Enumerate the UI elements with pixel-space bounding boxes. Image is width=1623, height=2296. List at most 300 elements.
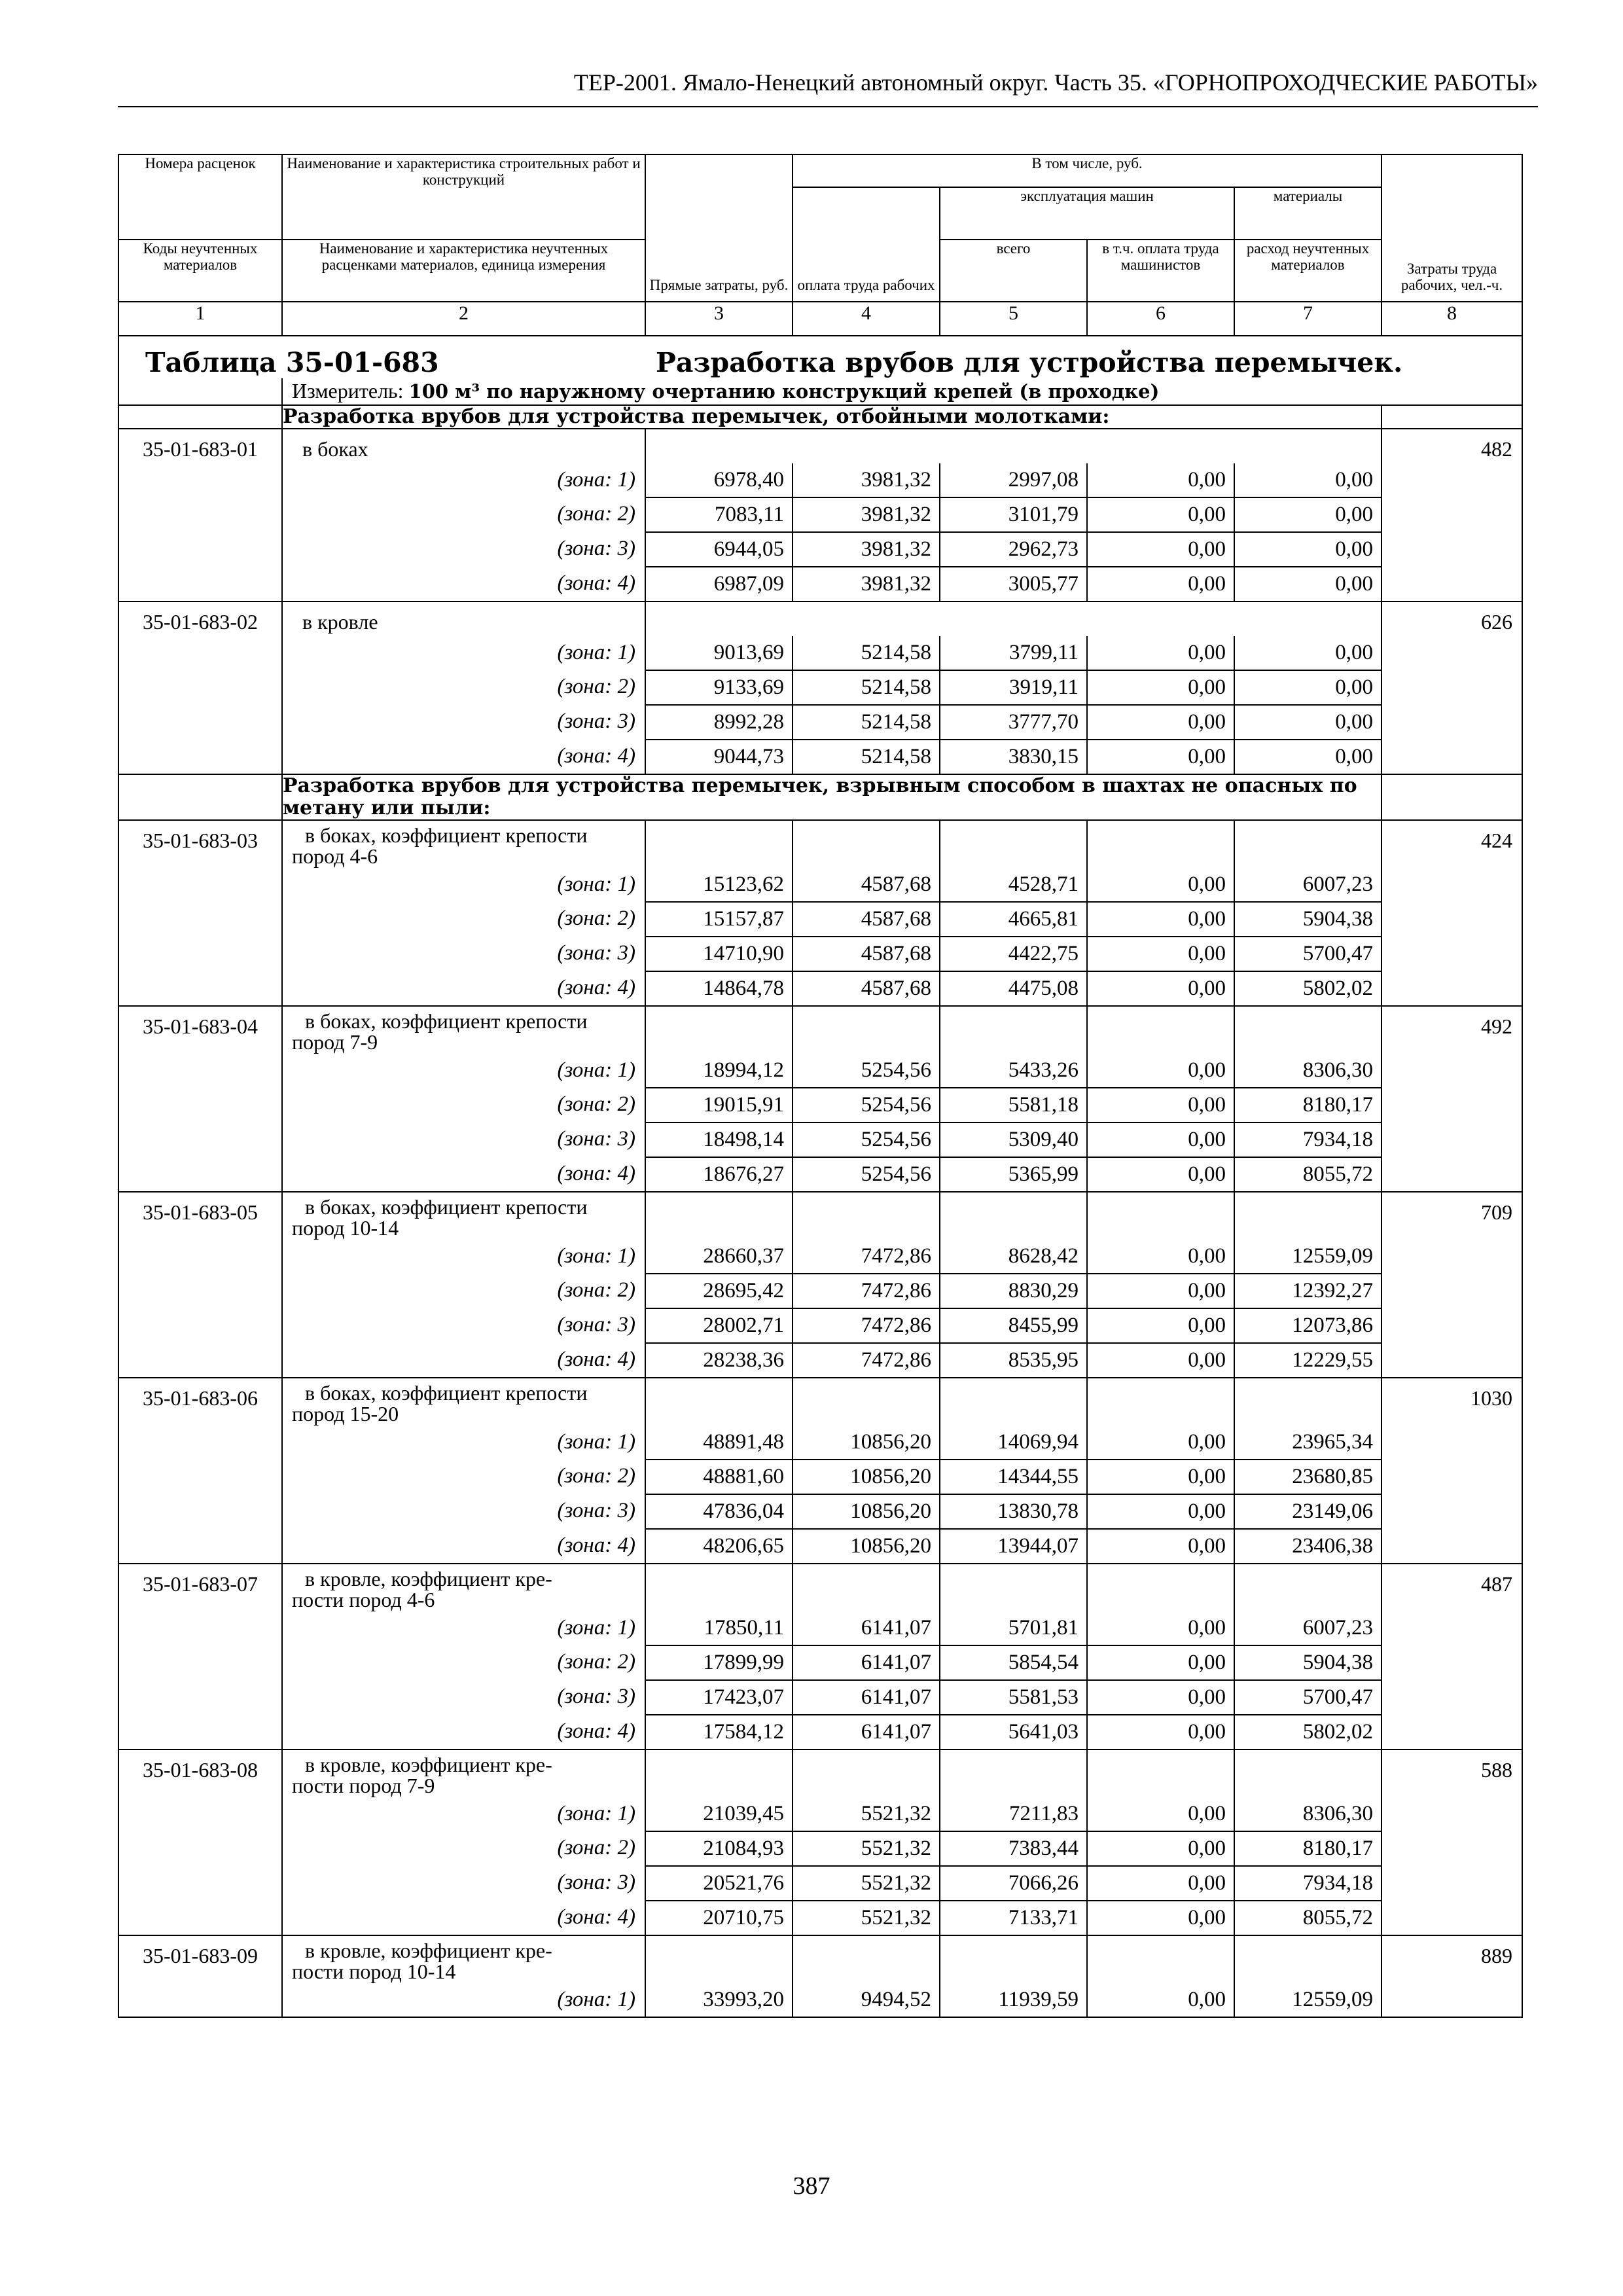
- rate-code: 35-01-683-01: [118, 429, 282, 601]
- header-machines: эксплуатация машин: [940, 187, 1234, 240]
- zone-value: 23965,34: [1234, 1426, 1382, 1460]
- zone-label: (зона: 2): [282, 902, 645, 937]
- zone-value: 0,00: [1087, 1460, 1234, 1494]
- zone-value: 5214,58: [793, 705, 940, 740]
- zone-value: 7211,83: [940, 1797, 1087, 1831]
- zone-value: 20710,75: [645, 1901, 793, 1935]
- labor-cost: 492: [1382, 1006, 1522, 1192]
- zone-value: 3830,15: [940, 740, 1087, 774]
- header-col1-bottom: Коды неучтенных материалов: [118, 240, 282, 302]
- zone-value: 3981,32: [793, 567, 940, 601]
- zone-label: (зона: 4): [282, 1157, 645, 1192]
- rate-name-line2: пород 10-14: [292, 1216, 399, 1240]
- zone-value: 0,00: [1087, 937, 1234, 971]
- zone-value: 12559,09: [1234, 1240, 1382, 1274]
- zone-label: (зона: 4): [282, 971, 645, 1006]
- zone-row: [118, 1866, 1522, 1901]
- zone-label: (зона: 1): [282, 1983, 645, 2017]
- zone-label: (зона: 2): [282, 1274, 645, 1308]
- zone-value: 13830,78: [940, 1494, 1087, 1529]
- zone-value: 21039,45: [645, 1797, 793, 1831]
- section-title: Разработка врубов для устройства перемычек, взрывным способом в шахтах не опасных по метану или пыли:: [282, 774, 1382, 820]
- zone-value: 17584,12: [645, 1715, 793, 1749]
- zone-label: (зона: 4): [282, 1901, 645, 1935]
- zone-value: 17850,11: [645, 1611, 793, 1645]
- zone-value: 0,00: [1087, 740, 1234, 774]
- zone-value: 7383,44: [940, 1831, 1087, 1866]
- zone-value: 0,00: [1087, 670, 1234, 705]
- meter-text: 100 м³ по наружному очертанию конструкций крепей (в проходке): [408, 380, 1160, 403]
- zone-value: 28238,36: [645, 1343, 793, 1378]
- header-col3: Прямые затраты, руб.: [645, 154, 793, 302]
- zone-value: 4587,68: [793, 971, 940, 1006]
- labor-cost: 1030: [1382, 1378, 1522, 1564]
- rate-code: 35-01-683-07: [118, 1564, 282, 1749]
- zone-value: 23406,38: [1234, 1529, 1382, 1564]
- zone-row: [118, 1529, 1522, 1564]
- zone-row: [118, 1308, 1522, 1343]
- zone-row: [118, 1240, 1522, 1274]
- zone-row: [118, 1122, 1522, 1157]
- rate-name-line2: пости пород 4-6: [292, 1588, 435, 1611]
- zone-value: 6978,40: [645, 463, 793, 497]
- zone-row: [118, 1645, 1522, 1680]
- table-row: [118, 1935, 1522, 1983]
- header-materials: материалы: [1234, 187, 1382, 240]
- zone-row: [118, 1426, 1522, 1460]
- rate-name-line2: пород 7-9: [292, 1030, 378, 1054]
- header-col8: Затраты труда рабочих, чел.-ч.: [1382, 154, 1522, 302]
- zone-value: 2997,08: [940, 463, 1087, 497]
- zone-value: 0,00: [1087, 567, 1234, 601]
- table-body: [118, 405, 1522, 2017]
- rate-name: [282, 1564, 645, 1611]
- zone-value: 14710,90: [645, 937, 793, 971]
- zone-value: 5904,38: [1234, 1645, 1382, 1680]
- section-row: [118, 774, 1522, 820]
- zone-value: 0,00: [1087, 1529, 1234, 1564]
- zone-value: 0,00: [1087, 1831, 1234, 1866]
- zone-value: 2962,73: [940, 532, 1087, 567]
- rate-name-line1: в кровле, коэффициент кре-: [305, 1753, 552, 1776]
- zone-value: 0,00: [1234, 497, 1382, 532]
- column-number: 7: [1234, 302, 1382, 336]
- zone-row: [118, 532, 1522, 567]
- zone-value: 11939,59: [940, 1983, 1087, 2017]
- rate-name-line1: в боках, коэффициент крепости: [305, 1381, 588, 1405]
- zone-value: 0,00: [1087, 1274, 1234, 1308]
- labor-cost: 626: [1382, 601, 1522, 774]
- zone-value: 5254,56: [793, 1157, 940, 1192]
- zone-value: 0,00: [1234, 705, 1382, 740]
- zone-value: 0,00: [1087, 1240, 1234, 1274]
- zone-value: 8306,30: [1234, 1054, 1382, 1088]
- zone-value: 0,00: [1087, 1645, 1234, 1680]
- zone-row: [118, 463, 1522, 497]
- zone-value: 0,00: [1087, 1343, 1234, 1378]
- zone-row: [118, 636, 1522, 670]
- zone-value: 8455,99: [940, 1308, 1087, 1343]
- zone-row: [118, 1797, 1522, 1831]
- zone-value: 5214,58: [793, 670, 940, 705]
- zone-row: [118, 670, 1522, 705]
- zone-value: 7472,86: [793, 1274, 940, 1308]
- zone-value: 0,00: [1087, 1680, 1234, 1715]
- column-number: 5: [940, 302, 1087, 336]
- rate-name: [282, 1749, 645, 1797]
- zone-row: [118, 971, 1522, 1006]
- table-row: [118, 429, 1522, 463]
- zone-value: 0,00: [1087, 1426, 1234, 1460]
- zone-label: (зона: 1): [282, 1240, 645, 1274]
- meter-row: [118, 378, 1522, 405]
- zone-value: 0,00: [1087, 1157, 1234, 1192]
- zone-value: 19015,91: [645, 1088, 793, 1122]
- rate-code: 35-01-683-02: [118, 601, 282, 774]
- zone-value: 15157,87: [645, 902, 793, 937]
- zone-label: (зона: 3): [282, 532, 645, 567]
- zone-row: [118, 497, 1522, 532]
- zone-value: 5521,32: [793, 1831, 940, 1866]
- rate-name-line1: в кровле, коэффициент кре-: [305, 1939, 552, 1962]
- rate-code: 35-01-683-03: [118, 820, 282, 1006]
- zone-value: 8055,72: [1234, 1901, 1382, 1935]
- zone-value: 23149,06: [1234, 1494, 1382, 1529]
- zone-value: 0,00: [1087, 705, 1234, 740]
- zone-value: 5904,38: [1234, 902, 1382, 937]
- zone-value: 0,00: [1087, 532, 1234, 567]
- rate-name-line1: в кровле, коэффициент кре-: [305, 1567, 552, 1590]
- zone-row: [118, 1460, 1522, 1494]
- zone-value: 5641,03: [940, 1715, 1087, 1749]
- zone-value: 6141,07: [793, 1715, 940, 1749]
- zone-value: 5581,53: [940, 1680, 1087, 1715]
- zone-value: 6007,23: [1234, 868, 1382, 902]
- rate-code: 35-01-683-05: [118, 1192, 282, 1378]
- zone-value: 12073,86: [1234, 1308, 1382, 1343]
- zone-value: 7066,26: [940, 1866, 1087, 1901]
- zone-value: 7934,18: [1234, 1866, 1382, 1901]
- zone-value: 21084,93: [645, 1831, 793, 1866]
- zone-value: 48881,60: [645, 1460, 793, 1494]
- zone-value: 5365,99: [940, 1157, 1087, 1192]
- zone-value: 8830,29: [940, 1274, 1087, 1308]
- zone-value: 0,00: [1087, 1901, 1234, 1935]
- zone-value: 5214,58: [793, 740, 940, 774]
- zone-row: [118, 1054, 1522, 1088]
- zone-value: 8535,95: [940, 1343, 1087, 1378]
- table-row: [118, 820, 1522, 868]
- zone-label: (зона: 3): [282, 1308, 645, 1343]
- zone-value: 17423,07: [645, 1680, 793, 1715]
- table-number: Таблица 35-01-683: [145, 347, 439, 378]
- zone-value: 0,00: [1087, 868, 1234, 902]
- section-title: Разработка врубов для устройства перемычек, отбойными молотками:: [282, 405, 1382, 429]
- zone-value: 4587,68: [793, 868, 940, 902]
- zone-value: 8992,28: [645, 705, 793, 740]
- zone-label: (зона: 1): [282, 1054, 645, 1088]
- zone-row: [118, 868, 1522, 902]
- zone-value: 5701,81: [940, 1611, 1087, 1645]
- zone-value: 0,00: [1087, 1611, 1234, 1645]
- zone-value: 0,00: [1087, 1088, 1234, 1122]
- zone-value: 12392,27: [1234, 1274, 1382, 1308]
- zone-row: [118, 740, 1522, 774]
- table-row: [118, 1006, 1522, 1054]
- zone-value: 13944,07: [940, 1529, 1087, 1564]
- zone-value: 0,00: [1234, 463, 1382, 497]
- zone-value: 0,00: [1087, 636, 1234, 670]
- rate-name: [282, 1935, 645, 1983]
- zone-value: 4587,68: [793, 937, 940, 971]
- page-number: 387: [793, 2172, 830, 2200]
- zone-value: 5581,18: [940, 1088, 1087, 1122]
- rate-name: [282, 1192, 645, 1240]
- zone-value: 3981,32: [793, 497, 940, 532]
- zone-row: [118, 705, 1522, 740]
- zone-row: [118, 1494, 1522, 1529]
- rate-code: 35-01-683-06: [118, 1378, 282, 1564]
- zone-value: 6141,07: [793, 1611, 940, 1645]
- zone-label: (зона: 3): [282, 937, 645, 971]
- zone-value: 6141,07: [793, 1680, 940, 1715]
- zone-label: (зона: 3): [282, 1122, 645, 1157]
- zone-value: 14864,78: [645, 971, 793, 1006]
- zone-value: 6987,09: [645, 567, 793, 601]
- zone-value: 6007,23: [1234, 1611, 1382, 1645]
- zone-value: 18676,27: [645, 1157, 793, 1192]
- rate-name: [282, 1006, 645, 1054]
- meter-label: Измеритель:: [292, 379, 404, 403]
- rate-name-line2: пости пород 10-14: [292, 1960, 456, 1983]
- labor-cost: 889: [1382, 1935, 1522, 2017]
- rate-name-line2: пород 4-6: [292, 844, 378, 868]
- table-row: [118, 1378, 1522, 1426]
- zone-value: 18994,12: [645, 1054, 793, 1088]
- table-title-row: [118, 336, 1522, 378]
- section-row: [118, 405, 1522, 429]
- zone-label: (зона: 2): [282, 1645, 645, 1680]
- zone-value: 5802,02: [1234, 971, 1382, 1006]
- zone-label: (зона: 3): [282, 1680, 645, 1715]
- zone-value: 4475,08: [940, 971, 1087, 1006]
- rates-table: [118, 154, 1523, 2018]
- zone-value: 0,00: [1234, 532, 1382, 567]
- zone-value: 7472,86: [793, 1308, 940, 1343]
- column-number: 3: [645, 302, 793, 336]
- zone-value: 12559,09: [1234, 1983, 1382, 2017]
- zone-value: 0,00: [1087, 1494, 1234, 1529]
- rate-code: 35-01-683-09: [118, 1935, 282, 2017]
- zone-value: 6141,07: [793, 1645, 940, 1680]
- zone-value: 5309,40: [940, 1122, 1087, 1157]
- zone-value: 5521,32: [793, 1866, 940, 1901]
- zone-label: (зона: 4): [282, 740, 645, 774]
- zone-row: [118, 1680, 1522, 1715]
- table-row: [118, 601, 1522, 636]
- zone-value: 5254,56: [793, 1122, 940, 1157]
- zone-value: 4422,75: [940, 937, 1087, 971]
- column-number: 2: [282, 302, 645, 336]
- header-col1-top: Номера расценок: [118, 154, 282, 240]
- zone-label: (зона: 2): [282, 670, 645, 705]
- table-name: Разработка врубов для устройства перемычек.: [656, 347, 1403, 378]
- rate-name: [282, 1378, 645, 1426]
- labor-cost: 482: [1382, 429, 1522, 601]
- zone-value: 28695,42: [645, 1274, 793, 1308]
- zone-value: 5700,47: [1234, 937, 1382, 971]
- header-col6: в т.ч. оплата труда машинистов: [1087, 240, 1234, 302]
- zone-row: [118, 1343, 1522, 1378]
- zone-row: [118, 1088, 1522, 1122]
- zone-value: 7472,86: [793, 1240, 940, 1274]
- zone-row: [118, 1274, 1522, 1308]
- zone-value: 3101,79: [940, 497, 1087, 532]
- zone-label: (зона: 1): [282, 1426, 645, 1460]
- column-number: 8: [1382, 302, 1522, 336]
- zone-value: 5700,47: [1234, 1680, 1382, 1715]
- zone-row: [118, 937, 1522, 971]
- zone-row: [118, 1715, 1522, 1749]
- zone-row: [118, 902, 1522, 937]
- rate-name-line1: в боках, коэффициент крепости: [305, 1009, 588, 1033]
- zone-value: 48891,48: [645, 1426, 793, 1460]
- header-col2-bottom: Наименование и характеристика неучтенных расценками материалов, единица измерения: [282, 240, 645, 302]
- zone-label: (зона: 4): [282, 1715, 645, 1749]
- zone-label: (зона: 1): [282, 1797, 645, 1831]
- zone-value: 12229,55: [1234, 1343, 1382, 1378]
- header-col4: оплата труда рабочих: [793, 187, 940, 302]
- zone-label: (зона: 1): [282, 463, 645, 497]
- zone-value: 28002,71: [645, 1308, 793, 1343]
- zone-value: 10856,20: [793, 1426, 940, 1460]
- zone-label: (зона: 4): [282, 1529, 645, 1564]
- header-including: В том числе, руб.: [793, 154, 1382, 187]
- zone-value: 7934,18: [1234, 1122, 1382, 1157]
- zone-value: 7083,11: [645, 497, 793, 532]
- column-numbers-row: [118, 302, 1522, 336]
- zone-value: 3799,11: [940, 636, 1087, 670]
- zone-value: 0,00: [1087, 1054, 1234, 1088]
- zone-value: 9013,69: [645, 636, 793, 670]
- zone-label: (зона: 3): [282, 1494, 645, 1529]
- rate-name-line2: пород 15-20: [292, 1402, 399, 1426]
- zone-value: 0,00: [1234, 670, 1382, 705]
- header-col2-top: Наименование и характеристика строительных работ и конструкций: [282, 154, 645, 240]
- rate-name: в кровле: [282, 601, 645, 636]
- zone-value: 18498,14: [645, 1122, 793, 1157]
- zone-label: (зона: 3): [282, 1866, 645, 1901]
- zone-value: 23680,85: [1234, 1460, 1382, 1494]
- labor-cost: 487: [1382, 1564, 1522, 1749]
- zone-value: 0,00: [1087, 463, 1234, 497]
- zone-value: 0,00: [1087, 1866, 1234, 1901]
- zone-label: (зона: 2): [282, 1831, 645, 1866]
- zone-value: 9044,73: [645, 740, 793, 774]
- zone-value: 5254,56: [793, 1088, 940, 1122]
- zone-value: 3777,70: [940, 705, 1087, 740]
- labor-cost: 424: [1382, 820, 1522, 1006]
- zone-label: (зона: 2): [282, 1460, 645, 1494]
- zone-row: [118, 1611, 1522, 1645]
- zone-value: 14069,94: [940, 1426, 1087, 1460]
- zone-value: 3981,32: [793, 532, 940, 567]
- zone-value: 0,00: [1087, 497, 1234, 532]
- zone-value: 0,00: [1087, 1122, 1234, 1157]
- zone-value: 5854,54: [940, 1645, 1087, 1680]
- zone-value: 0,00: [1087, 1308, 1234, 1343]
- zone-value: 7472,86: [793, 1343, 940, 1378]
- zone-value: 8180,17: [1234, 1831, 1382, 1866]
- zone-value: 17899,99: [645, 1645, 793, 1680]
- zone-value: 10856,20: [793, 1460, 940, 1494]
- zone-value: 5802,02: [1234, 1715, 1382, 1749]
- zone-value: 3919,11: [940, 670, 1087, 705]
- zone-value: 9494,52: [793, 1983, 940, 2017]
- zone-value: 28660,37: [645, 1240, 793, 1274]
- zone-label: (зона: 4): [282, 1343, 645, 1378]
- zone-value: 5521,32: [793, 1901, 940, 1935]
- table-row: [118, 1564, 1522, 1611]
- zone-value: 0,00: [1087, 1715, 1234, 1749]
- zone-value: 8180,17: [1234, 1088, 1382, 1122]
- zone-value: 15123,62: [645, 868, 793, 902]
- rate-name-line2: пости пород 7-9: [292, 1774, 435, 1797]
- running-header: ТЕР-2001. Ямало-Ненецкий автономный округ. Часть 35. «ГОРНОПРОХОДЧЕСКИЕ РАБОТЫ»: [118, 65, 1538, 107]
- zone-row: [118, 1983, 1522, 2017]
- zone-value: 10856,20: [793, 1494, 940, 1529]
- zone-value: 7133,71: [940, 1901, 1087, 1935]
- zone-value: 4587,68: [793, 902, 940, 937]
- rate-name-line1: в боках, коэффициент крепости: [305, 1195, 588, 1219]
- column-number: 4: [793, 302, 940, 336]
- zone-value: 5433,26: [940, 1054, 1087, 1088]
- labor-cost: 588: [1382, 1749, 1522, 1935]
- zone-label: (зона: 2): [282, 497, 645, 532]
- rate-name: в боках: [282, 429, 645, 463]
- header-col7: расход неучтенных материалов: [1234, 240, 1382, 302]
- zone-value: 8628,42: [940, 1240, 1087, 1274]
- zone-value: 14344,55: [940, 1460, 1087, 1494]
- zone-value: 4665,81: [940, 902, 1087, 937]
- rate-code: 35-01-683-08: [118, 1749, 282, 1935]
- zone-value: 48206,65: [645, 1529, 793, 1564]
- labor-cost: 709: [1382, 1192, 1522, 1378]
- zone-value: 47836,04: [645, 1494, 793, 1529]
- zone-row: [118, 1831, 1522, 1866]
- zone-value: 33993,20: [645, 1983, 793, 2017]
- table-row: [118, 1749, 1522, 1797]
- zone-value: 0,00: [1087, 1797, 1234, 1831]
- zone-value: 10856,20: [793, 1529, 940, 1564]
- zone-label: (зона: 4): [282, 567, 645, 601]
- zone-value: 3981,32: [793, 463, 940, 497]
- zone-row: [118, 1901, 1522, 1935]
- zone-row: [118, 1157, 1522, 1192]
- zone-value: 0,00: [1234, 567, 1382, 601]
- rate-name: [282, 820, 645, 868]
- zone-value: 8306,30: [1234, 1797, 1382, 1831]
- zone-value: 5521,32: [793, 1797, 940, 1831]
- zone-value: 8055,72: [1234, 1157, 1382, 1192]
- zone-label: (зона: 1): [282, 1611, 645, 1645]
- zone-value: 0,00: [1234, 636, 1382, 670]
- zone-value: 4528,71: [940, 868, 1087, 902]
- zone-value: 0,00: [1234, 740, 1382, 774]
- zone-value: 6944,05: [645, 532, 793, 567]
- zone-value: 20521,76: [645, 1866, 793, 1901]
- zone-label: (зона: 1): [282, 636, 645, 670]
